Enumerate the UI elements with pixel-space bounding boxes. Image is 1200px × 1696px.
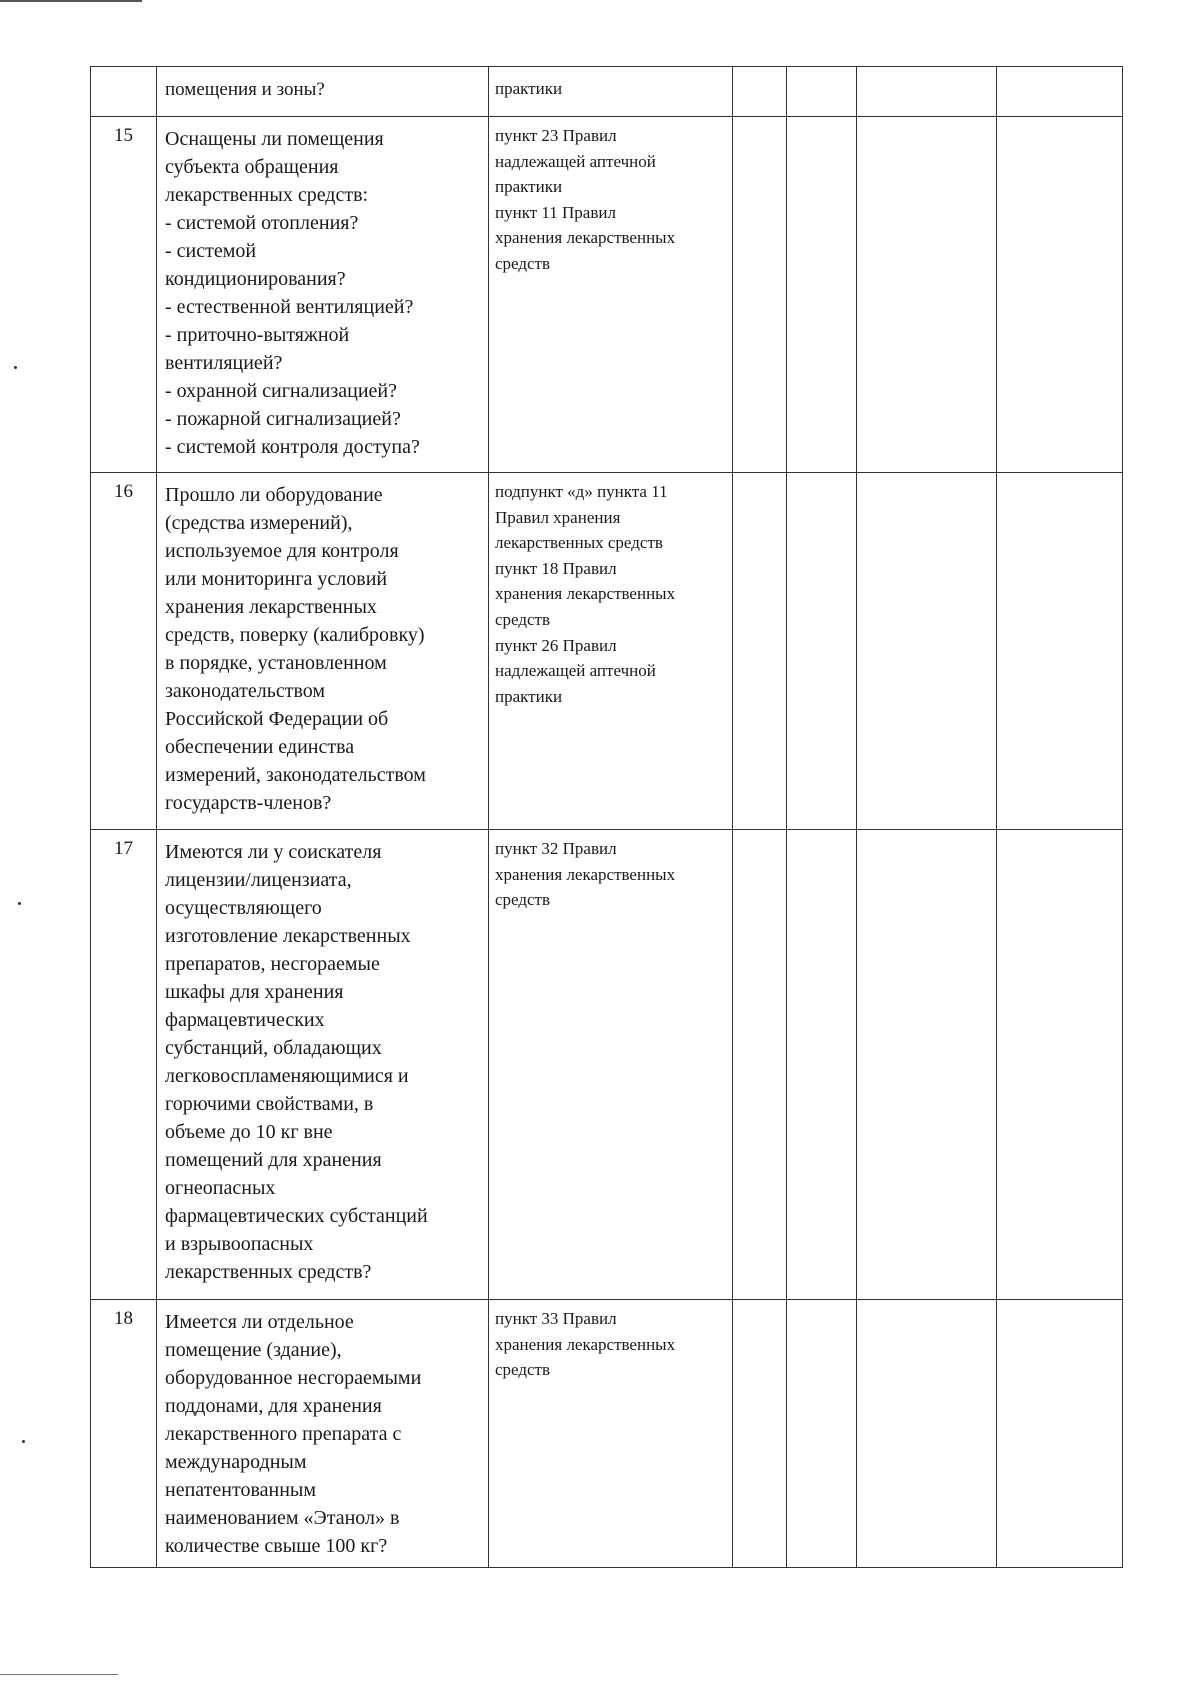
question-cell [157,67,489,117]
reference-line: пункт 18 Правил [495,558,617,578]
item-number [91,67,157,117]
question-line: фармацевтических [165,1009,325,1031]
answer-cell[interactable] [787,1300,857,1568]
answer-cell[interactable] [857,117,997,473]
answer-cell[interactable] [787,473,857,830]
bottom-rule [0,1674,118,1675]
answer-cell[interactable] [997,1300,1123,1568]
reference-line: практики [495,79,563,98]
question-line: - системой контроля доступа? [165,436,420,458]
scan-speck [22,1440,25,1443]
item-number: 15 [91,117,157,473]
question-line: фармацевтических субстанций [165,1205,428,1227]
question-line: - пожарной сигнализацией? [165,408,401,430]
question-line: помещение (здание), [165,1339,342,1361]
question-line: - системой [165,240,257,262]
reference-line: надлежащей аптечной [495,151,656,171]
answer-cell[interactable] [733,473,787,830]
question-line: или мониторинга условий [165,568,388,590]
reference-line: практики [495,177,563,197]
question-line: государств-членов? [165,792,332,814]
question-line: кондиционирования? [165,268,346,290]
question-line: - естественной вентиляцией? [165,296,414,318]
question-line: Имеется ли отдельное [165,1311,354,1333]
reference-line: средств [495,609,551,629]
item-number: 18 [91,1300,157,1568]
question-line: непатентованным [165,1479,316,1501]
question-line: лекарственных средств? [165,1261,372,1283]
reference-line: надлежащей аптечной [495,661,656,681]
answer-cell[interactable] [997,830,1123,1300]
reference-line: хранения лекарственных [495,1334,676,1354]
top-rule [0,0,142,2]
scan-speck [14,366,17,369]
question-line: объеме до 10 кг вне [165,1121,333,1143]
question-cell [157,830,489,1300]
table-row [91,1300,1123,1568]
question-line: - приточно-вытяжной [165,324,350,346]
reference-cell [489,473,733,830]
table-row [91,117,1123,473]
answer-cell[interactable] [857,473,997,830]
item-number: 17 [91,830,157,1300]
answer-cell[interactable] [857,1300,997,1568]
question-line: легковоспламеняющимися и [165,1065,409,1087]
reference-cell [489,117,733,473]
question-line: осуществляющего [165,897,322,919]
answer-cell[interactable] [857,67,997,117]
reference-line: пункт 32 Правил [495,839,617,858]
question-cell [157,117,489,473]
question-line: (средства измерений), [165,512,353,534]
scan-speck [18,902,21,905]
question-line: изготовление лекарственных [165,925,411,947]
answer-cell[interactable] [787,117,857,473]
question-line: Имеются ли у соискателя [165,841,382,863]
question-line: субъекта обращения [165,156,339,178]
answer-cell[interactable] [857,830,997,1300]
question-line: горючими свойствами, в [165,1093,374,1115]
reference-line: пункт 23 Правил [495,126,617,145]
reference-line: пункт 26 Правил [495,635,617,655]
reference-line: хранения лекарственных [495,864,676,884]
item-number: 16 [91,473,157,830]
reference-line: Правил хранения [495,507,621,527]
question-line: средств, поверку (калибровку) [165,624,425,646]
answer-cell[interactable] [733,830,787,1300]
answer-cell[interactable] [997,473,1123,830]
question-line: помещений для хранения [165,1149,382,1171]
question-line: наименованием «Этанол» в [165,1507,400,1529]
question-line: международным [165,1451,307,1473]
question-line: и взрывоопасных [165,1233,314,1255]
reference-line: подпункт «д» пункта 11 [495,482,668,501]
question-line: законодательством [165,680,326,702]
question-line: лицензии/лицензиата, [165,869,352,891]
checklist-table [90,66,1123,1568]
question-line: Прошло ли оборудование [165,484,383,506]
question-line: помещения и зоны? [165,79,325,100]
table-row [91,830,1123,1300]
reference-line: средств [495,1360,551,1380]
question-line: поддонами, для хранения [165,1395,382,1417]
table-row [91,473,1123,830]
question-line: используемое для контроля [165,540,399,562]
reference-line: практики [495,686,563,706]
reference-line: пункт 11 Правил [495,202,616,222]
reference-line: хранения лекарственных [495,584,676,604]
answer-cell[interactable] [997,67,1123,117]
answer-cell[interactable] [787,67,857,117]
question-line: вентиляцией? [165,352,283,374]
answer-cell[interactable] [733,67,787,117]
table-row [91,67,1123,117]
question-line: оборудованное несгораемыми [165,1367,422,1389]
reference-line: средств [495,890,551,910]
question-line: - системой отопления? [165,212,359,234]
reference-cell [489,830,733,1300]
reference-line: лекарственных средств [495,533,663,553]
question-cell [157,1300,489,1568]
question-line: лекарственного препарата с [165,1423,402,1445]
question-cell [157,473,489,830]
answer-cell[interactable] [997,117,1123,473]
answer-cell[interactable] [733,1300,787,1568]
question-line: субстанций, обладающих [165,1037,382,1059]
question-line: количестве свыше 100 кг? [165,1535,388,1557]
question-line: - охранной сигнализацией? [165,380,398,402]
reference-line: средств [495,253,551,273]
question-line: обеспечении единства [165,736,355,758]
reference-line: хранения лекарственных [495,228,676,248]
answer-cell[interactable] [787,830,857,1300]
question-line: в порядке, установленном [165,652,387,674]
question-line: хранения лекарственных [165,596,377,618]
question-line: огнеопасных [165,1177,276,1199]
question-line: препаратов, несгораемые [165,953,380,975]
question-line: лекарственных средств: [165,184,369,206]
question-line: шкафы для хранения [165,981,344,1003]
question-line: Оснащены ли помещения [165,128,384,150]
question-line: измерений, законодательством [165,764,426,786]
reference-cell [489,67,733,117]
reference-line: пункт 33 Правил [495,1309,617,1328]
question-line: Российской Федерации об [165,708,389,730]
answer-cell[interactable] [733,117,787,473]
reference-cell [489,1300,733,1568]
